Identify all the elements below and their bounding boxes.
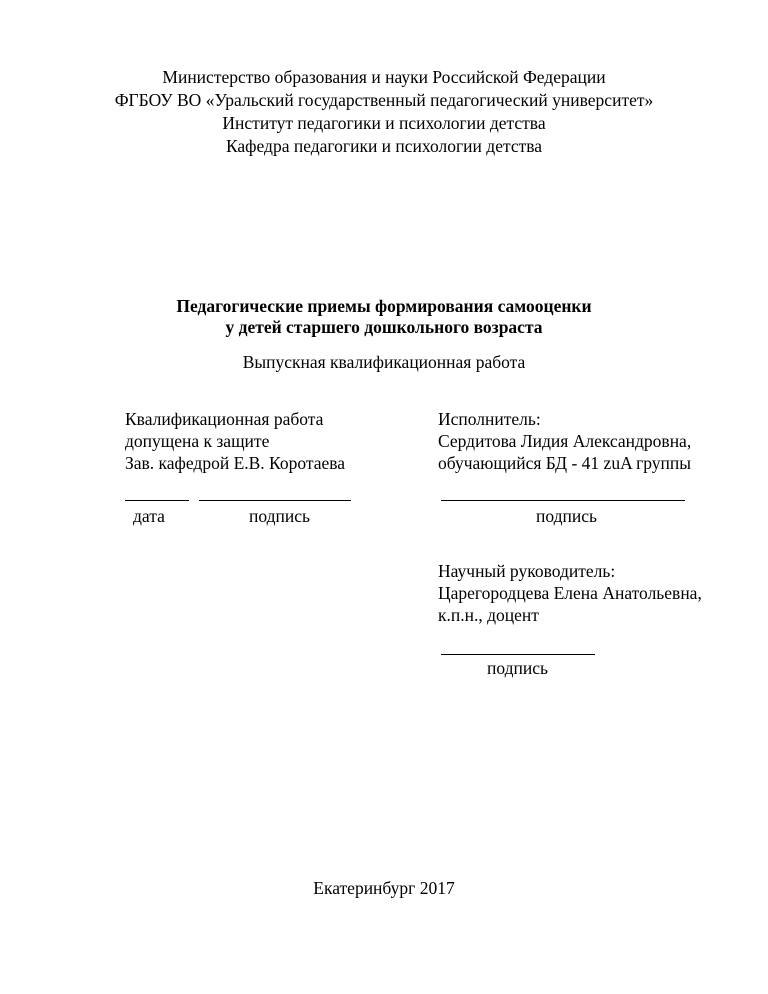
department-line: Кафедра педагогики и психологии детства — [225, 136, 543, 156]
thesis-title-line-1: Педагогические приемы формирования самооценки — [176, 296, 592, 316]
city-year: Екатеринбург 2017 — [313, 878, 455, 898]
ministry-line: Министерство образования и науки Российской Федерации — [162, 67, 606, 87]
executor-block — [438, 408, 691, 474]
advisor-name: Царегородцева Елена Анатольевна, — [438, 583, 702, 603]
advisor-signature-label: подпись — [487, 658, 548, 678]
executor-name: Сердитова Лидия Александровна, — [438, 431, 692, 451]
head-signature-label: подпись — [249, 506, 310, 526]
admission-block — [125, 408, 345, 474]
executor-group: обучающийся БД - 41 zuA группы — [438, 453, 692, 473]
advisor-signature-line — [441, 654, 595, 655]
advisor-block — [438, 560, 702, 626]
executor-label: Исполнитель: — [438, 409, 541, 429]
institution-header — [0, 66, 768, 158]
work-type: Выпускная квалификационная работа — [242, 352, 526, 372]
executor-signature-label: подпись — [536, 506, 597, 526]
advisor-degree: к.п.н., доцент — [438, 605, 539, 625]
executor-signature-line — [441, 500, 685, 501]
university-line: ФГБОУ ВО «Уральский государственный педагогический университет» — [114, 90, 654, 110]
thesis-title — [0, 296, 768, 338]
admission-line-2: допущена к защите — [125, 431, 270, 451]
date-line — [125, 500, 189, 501]
advisor-label: Научный руководитель: — [438, 561, 616, 581]
thesis-title-line-2: у детей старшего дошкольного возраста — [225, 317, 543, 337]
admission-line-3: Зав. кафедрой Е.В. Коротаева — [125, 453, 346, 473]
date-label: дата — [133, 506, 165, 526]
head-signature-line — [199, 500, 351, 501]
admission-line-1: Квалификационная работа — [125, 409, 324, 429]
institute-line: Институт педагогики и психологии детства — [222, 113, 546, 133]
